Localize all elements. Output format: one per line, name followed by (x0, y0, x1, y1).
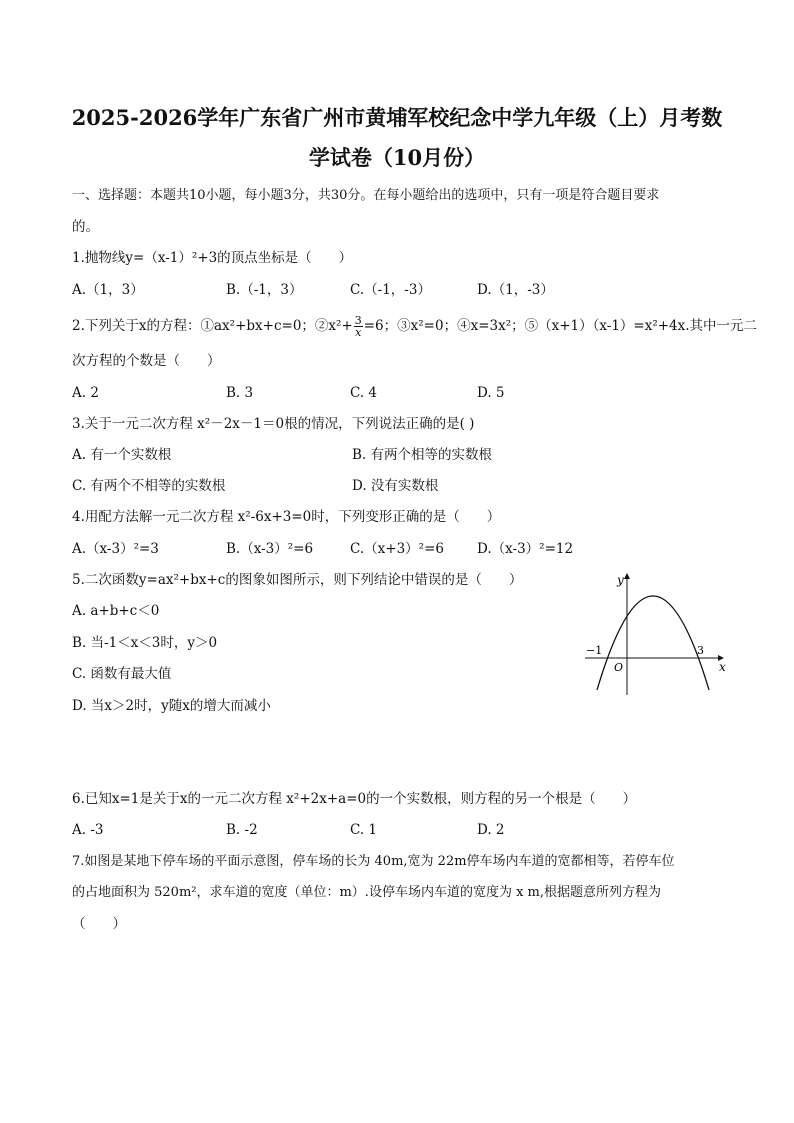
q3-option-a: A. 有一个实数根 (72, 447, 172, 463)
section-heading-cont: 的。 (72, 219, 99, 235)
q4-option-c: C.（x+3）²=6 (350, 541, 444, 557)
q6-option-a: A. -3 (72, 822, 104, 838)
q2-stem-part-a: 2.下列关于x的方程：①ax²+bx+c=0；②x²+ (72, 318, 353, 334)
q3-option-b: B. 有两个相等的实数根 (352, 447, 493, 463)
q2-option-a: A. 2 (72, 385, 99, 401)
question-2-stem-cont: 次方程的个数是（ ） (72, 353, 221, 369)
q1-option-b: B.（-1，3） (226, 282, 303, 298)
q1-option-c: C.（-1，-3） (350, 282, 431, 298)
question-7-stem-cont: 的占地面积为 520m²，求车道的宽度（单位：m）.设停车场内车道的宽度为 x m,根据题意所列方程为 (72, 885, 661, 900)
q5-option-d: D. 当x＞2时，y随x的增大而减小 (72, 698, 271, 714)
parabola-graph (585, 570, 730, 700)
q2-fraction-numerator: 3 (354, 314, 362, 327)
q2-stem-part-b: =6；③x²=0；④x=3x²；⑤（x+1）（x-1）=x²+4x.其中一元二 (363, 318, 758, 334)
origin-label: O (614, 661, 624, 674)
q6-option-c: C. 1 (350, 822, 378, 838)
question-2-stem (72, 315, 757, 338)
question-3-stem: 3.关于一元二次方程 x²－2x－1＝0根的情况，下列说法正确的是( ) (72, 416, 475, 432)
q5-option-b: B. 当-1＜x＜3时，y＞0 (72, 635, 218, 651)
question-6-stem: 6.已知x=1是关于x的一元二次方程 x²+2x+a=0的一个实数根，则方程的另一个根是（ ） (72, 791, 637, 807)
q4-option-a: A.（x-3）²=3 (72, 541, 159, 557)
root-3-label: 3 (697, 644, 704, 657)
x-axis-label: x (719, 660, 726, 674)
root-neg1-label: −1 (586, 644, 603, 657)
q2-fraction-denominator: x (355, 326, 362, 339)
q1-option-d: D.（1，-3） (477, 282, 554, 298)
question-1-stem: 1.抛物线y=（x-1）²+3的顶点坐标是（ ） (72, 250, 353, 266)
q2-option-d: D. 5 (477, 385, 505, 401)
question-4-stem: 4.用配方法解一元二次方程 x²-6x+3=0时，下列变形正确的是（ ） (72, 509, 501, 525)
q3-option-c: C. 有两个不相等的实数根 (72, 478, 226, 494)
question-5-stem: 5.二次函数y=ax²+bx+c的图象如图所示，则下列结论中错误的是（ ） (72, 572, 523, 588)
q2-option-b: B. 3 (226, 385, 254, 401)
q3-option-d: D. 没有实数根 (352, 478, 439, 494)
y-axis-label: y (617, 573, 624, 587)
q4-option-b: B.（x-3）²=6 (226, 541, 314, 557)
q6-option-b: B. -2 (226, 822, 258, 838)
section-heading: 一、选择题：本题共10小题，每小题3分，共30分。在每小题给出的选项中，只有一项是符合题目要求 (72, 188, 660, 203)
exam-title-line2: 学试卷（10月份） (308, 145, 486, 170)
q4-option-d: D.（x-3）²=12 (477, 541, 574, 557)
q2-option-c: C. 4 (350, 385, 378, 401)
q5-option-a: A. a+b+c＜0 (72, 603, 160, 619)
question-7-stem: 7.如图是某地下停车场的平面示意图，停车场的长为 40m,宽为 22m停车场内车道的宽都相等，若停车位 (72, 854, 675, 869)
exam-title-line1: 2025-2026学年广东省广州市黄埔军校纪念中学九年级（上）月考数 (71, 105, 723, 130)
q5-option-c: C. 函数有最大值 (72, 666, 172, 682)
q6-option-d: D. 2 (477, 822, 505, 838)
parabola-curve (597, 596, 709, 690)
q2-fraction (354, 315, 363, 338)
question-7-answer-blank: （ ） (72, 916, 126, 932)
q1-option-a: A.（1，3） (72, 282, 144, 298)
